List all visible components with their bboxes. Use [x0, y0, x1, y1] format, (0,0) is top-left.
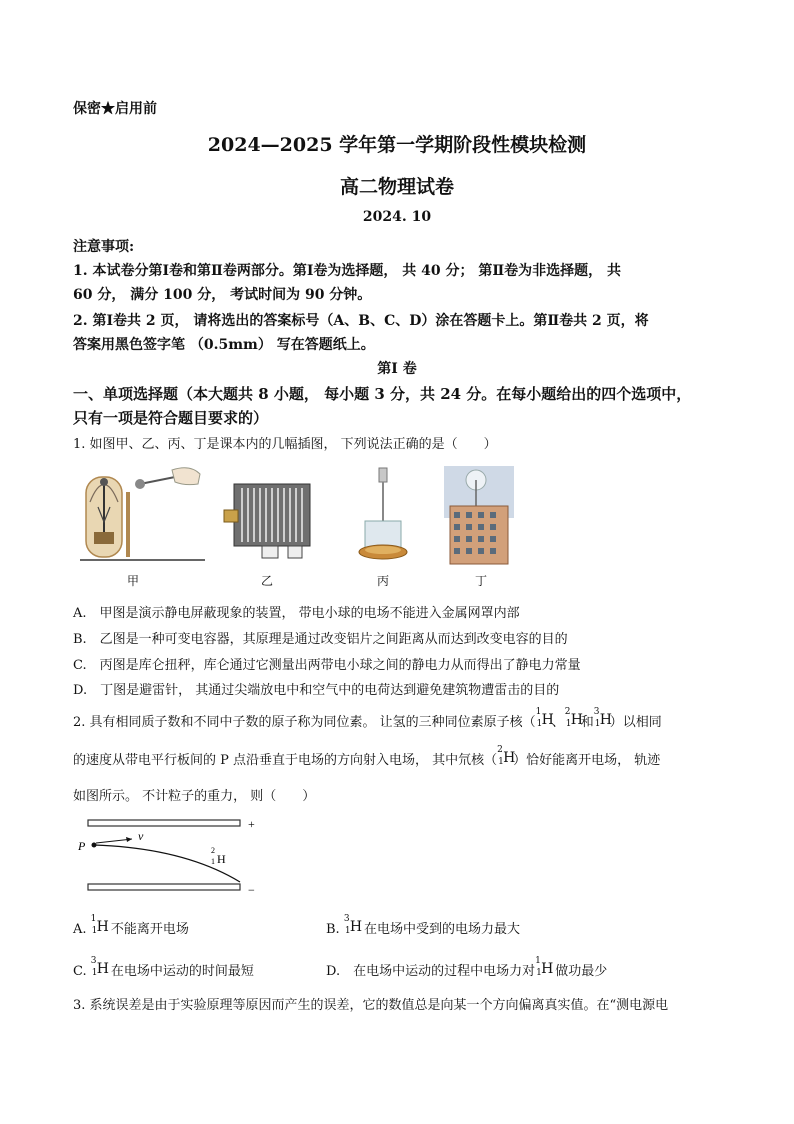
note-2-line-2: 答案用黑色签字笔 （0.5mm） 写在答题纸上。 [73, 337, 375, 353]
section-heading-line-2: 只有一项是符合题目要求的） [73, 409, 269, 427]
label-p: P [78, 839, 86, 853]
label-minus: − [248, 883, 255, 896]
q1-stem: 1. 如图甲、乙、丙、丁是课本内的几幅插图， 下列说法正确的是（ ） [73, 437, 497, 452]
note-1-line-2: 60 分， 满分 100 分， 考试时间为 90 分钟。 [73, 287, 372, 303]
caption-jia: 甲 [126, 574, 139, 588]
q1-option-a: A. 甲图是演示静电屏蔽现象的装置， 带电小球的电场不能进入金属网罩内部 [73, 606, 520, 621]
q1-option-b: B. 乙图是一种可变电容器，其原理是通过改变铝片之间距离从而达到改变电容的目的 [73, 632, 568, 647]
figure-ding [444, 466, 514, 568]
exam-title: 2024—2025 学年第一学期阶段性模块检测 [207, 134, 587, 156]
caption-ding: 丁 [474, 574, 487, 588]
svg-text:H: H [217, 852, 226, 866]
q2-option-b: B. 3 1 H 在电场中受到的电场力最大 [326, 914, 520, 937]
q2-stem-line-3: 如图所示。 不计粒子的重力， 则（ ） [73, 789, 316, 804]
volume-label: 第Ⅰ 卷 [377, 361, 417, 377]
q2-figure-plates [74, 814, 264, 896]
note-2-line-1: 2. 第Ⅰ卷共 2 页， 请将选出的答案标号（A、B、C、D）涂在答题卡上。第Ⅱ卷共 2 页，将 [73, 313, 649, 329]
q1-option-c: C. 丙图是库仑扭秤，库仑通过它测量出两带电小球之间的静电力从而得出了静电力常量 [73, 658, 581, 673]
figure-yi [222, 466, 322, 564]
nuclide-h1: 1 1 H [535, 707, 554, 729]
exam-subtitle: 高二物理试卷 [339, 176, 454, 198]
q3-stem: 3. 系统误差是由于实验原理等原因而产生的误差，它的数值总是向某一个方向偏离真实值。在“测电源电 [73, 998, 669, 1013]
figure-bing [355, 466, 411, 568]
label-plus: + [248, 817, 255, 831]
exam-date: 2024. 10 [362, 209, 432, 225]
label-v: v [138, 829, 144, 843]
figure-jia [80, 462, 205, 574]
note-1-line-1: 1. 本试卷分第Ⅰ卷和第Ⅱ卷两部分。第Ⅰ卷为选择题， 共 40 分； 第Ⅱ卷为非选择题， 共 [73, 263, 622, 279]
svg-text:1: 1 [211, 857, 215, 866]
confidential-mark: 保密★启用前 [73, 101, 157, 117]
notes-heading: 注意事项: [73, 239, 135, 255]
q2-option-a: A. 1 1 H 不能离开电场 [73, 914, 189, 937]
q2-stem-line-2: 的速度从带电平行板间的 P 点沿垂直于电场的方向射入电场， 其中氘核（ 2 1 H ）恰好能离开电场， 轨迹 [73, 745, 661, 768]
caption-yi: 乙 [260, 574, 273, 588]
q2-option-c: C. 3 1 H 在电场中运动的时间最短 [73, 956, 254, 979]
q1-option-d: D. 丁图是避雷针， 其通过尖端放电中和空气中的电荷达到避免建筑物遭雷击的目的 [73, 683, 560, 698]
section-heading-line-1: 一、单项选择题（本大题共 8 小题， 每小题 3 分，共 24 分。在每小题给出的四个选项中， [73, 385, 692, 403]
svg-text:2: 2 [211, 846, 215, 855]
caption-bing: 丙 [376, 574, 389, 588]
nuclide-h2-deuteron: 2 1 H [497, 745, 516, 767]
q2-stem-line-1: 2. 具有相同质子数和不同中子数的原子称为同位素。 让氢的三种同位素原子核（ 1 1 H 、 2 1 H 和 3 1 H ）以相同 [73, 707, 662, 730]
nuclide-h3: 3 1 H [593, 707, 612, 729]
q2-option-d: D. 在电场中运动的过程中电场力对 1 1 H 做功最少 [326, 956, 608, 979]
nuclide-h2: 2 1 H [564, 707, 583, 729]
